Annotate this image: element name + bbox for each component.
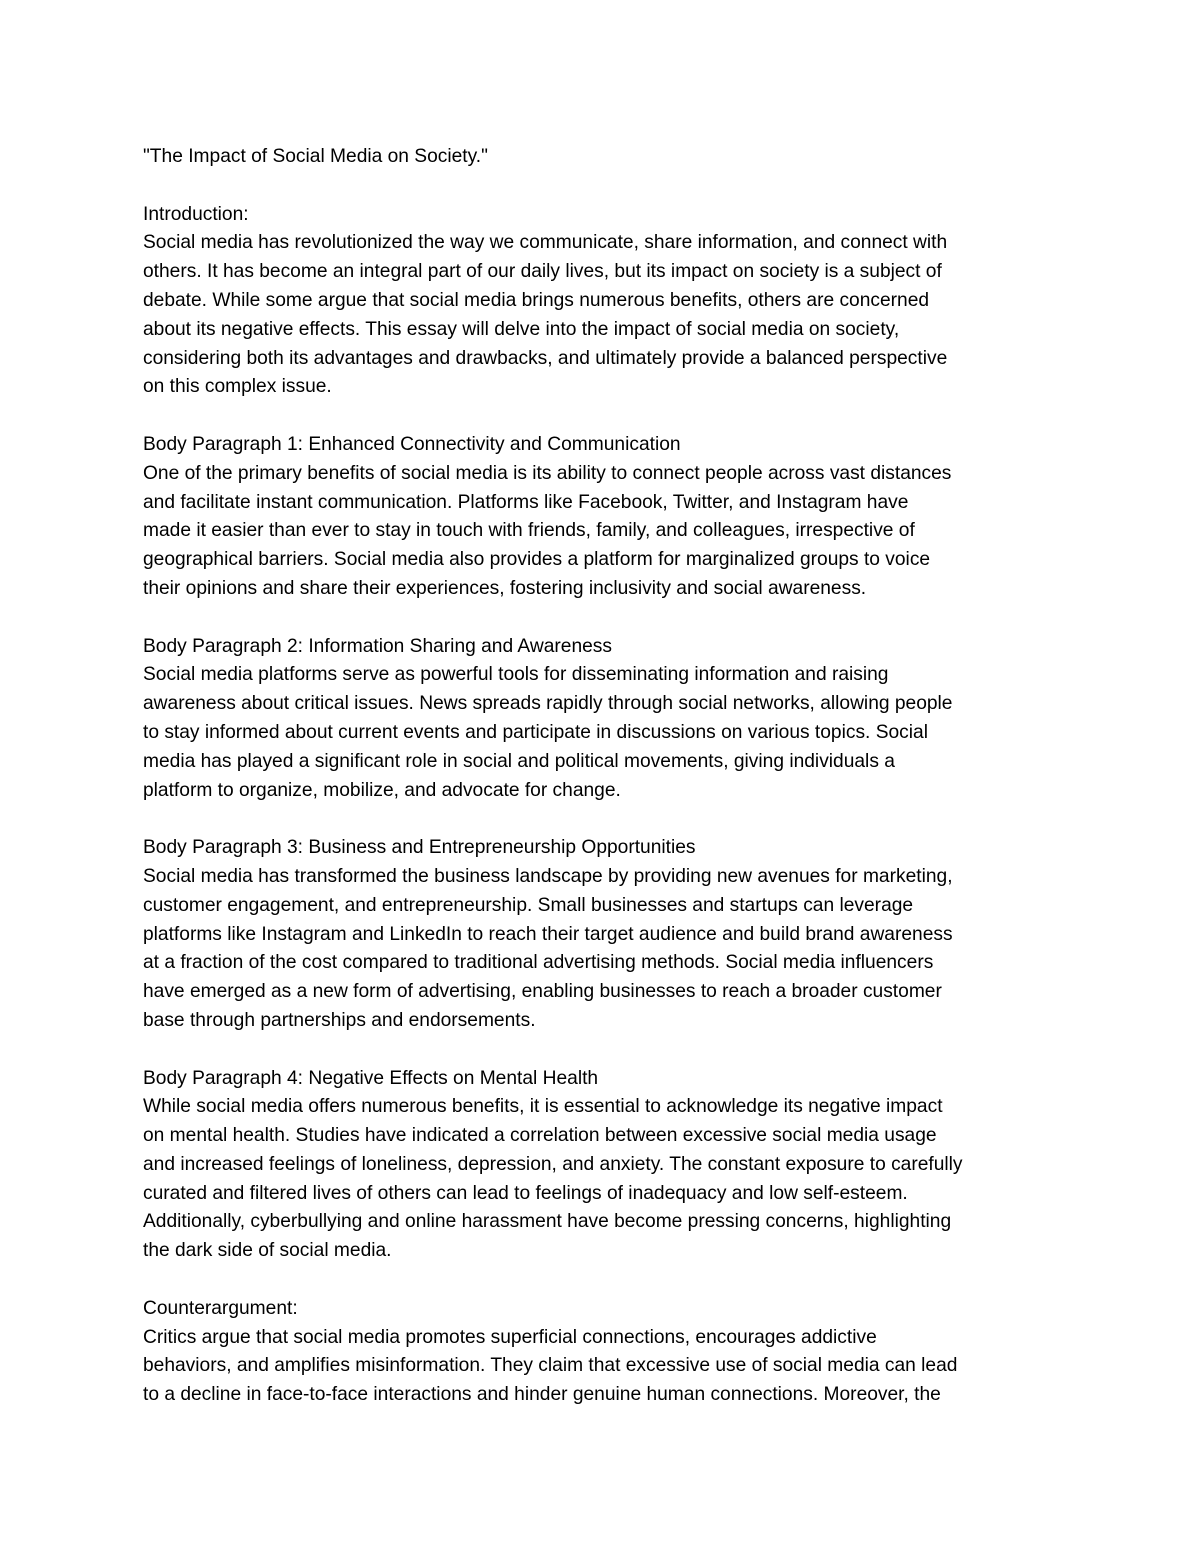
text-line: Critics argue that social media promotes superficial connections, encourages addictive (143, 1326, 877, 1348)
text-line: debate. While some argue that social media brings numerous benefits, others are concerned (143, 289, 930, 311)
section-heading: Introduction: (143, 203, 249, 225)
section-heading: Body Paragraph 2: Information Sharing and Awareness (143, 635, 612, 657)
blank-line (143, 1266, 1058, 1295)
text-line: One of the primary benefits of social media is its ability to connect people across vast distances (143, 462, 952, 484)
document-title: "The Impact of Social Media on Society." (143, 146, 488, 167)
text-line: the dark side of social media. (143, 1240, 392, 1262)
text-line: base through partnerships and endorsements. (143, 1009, 536, 1031)
section-heading: Body Paragraph 4: Negative Effects on Mental Health (143, 1067, 599, 1089)
text-line: behaviors, and amplifies misinformation. They claim that excessive use of social media can lead (143, 1355, 958, 1377)
text-line: to a decline in face-to-face interactions and hinder genuine human connections. Moreover, the (143, 1384, 941, 1406)
document-body (143, 143, 1058, 1410)
blank-line (143, 172, 1058, 201)
section-introduction (143, 201, 1058, 403)
text-line: their opinions and share their experiences, fostering inclusivity and social awareness. (143, 577, 867, 599)
text-line: geographical barriers. Social media also provides a platform for marginalized groups to voice (143, 549, 931, 571)
blank-line (143, 805, 1058, 834)
text-line: media has played a significant role in social and political movements, giving individuals a (143, 750, 895, 772)
text-line: Social media platforms serve as powerful tools for disseminating information and raising (143, 664, 889, 686)
text-line: about its negative effects. This essay will delve into the impact of social media on society, (143, 318, 900, 340)
text-line: platform to organize, mobilize, and advocate for change. (143, 779, 621, 801)
text-line: have emerged as a new form of advertising, enabling businesses to reach a broader customer (143, 981, 942, 1003)
blank-line (143, 402, 1058, 431)
text-line: to stay informed about current events and participate in discussions on various topics. Social (143, 721, 928, 743)
section-body-paragraph-3 (143, 834, 1058, 1036)
text-line: on mental health. Studies have indicated a correlation between excessive social media usage (143, 1125, 937, 1147)
blank-line (143, 604, 1058, 633)
section-counterargument (143, 1295, 1058, 1410)
text-line: customer engagement, and entrepreneurship. Small businesses and startups can leverage (143, 894, 914, 916)
text-line: at a fraction of the cost compared to traditional advertising methods. Social media influencers (143, 952, 934, 974)
text-line: and increased feelings of loneliness, depression, and anxiety. The constant exposure to carefully (143, 1153, 963, 1175)
text-line: curated and filtered lives of others can lead to feelings of inadequacy and low self-esteem. (143, 1182, 908, 1204)
text-line: on this complex issue. (143, 376, 332, 398)
text-line: awareness about critical issues. News spreads rapidly through social networks, allowing people (143, 693, 953, 715)
text-line: While social media offers numerous benefits, it is essential to acknowledge its negative impact (143, 1096, 943, 1118)
text-line: made it easier than ever to stay in touch with friends, family, and colleagues, irrespective of (143, 520, 915, 542)
blank-line (143, 1036, 1058, 1065)
text-line: Social media has revolutionized the way we communicate, share information, and connect with (143, 232, 948, 254)
section-body-paragraph-1 (143, 431, 1058, 604)
section-heading: Body Paragraph 1: Enhanced Connectivity and Communication (143, 433, 681, 455)
section-body-paragraph-4 (143, 1065, 1058, 1267)
text-line: others. It has become an integral part of our daily lives, but its impact on society is a subject of (143, 261, 942, 283)
text-line: and facilitate instant communication. Platforms like Facebook, Twitter, and Instagram have (143, 491, 909, 513)
section-heading: Counterargument: (143, 1297, 298, 1319)
text-line: considering both its advantages and drawbacks, and ultimately provide a balanced perspective (143, 347, 948, 369)
text-line: Additionally, cyberbullying and online harassment have become pressing concerns, highlighting (143, 1211, 952, 1233)
text-line: platforms like Instagram and LinkedIn to reach their target audience and build brand awareness (143, 923, 953, 945)
text-line: Social media has transformed the business landscape by providing new avenues for marketing, (143, 865, 953, 887)
section-body-paragraph-2 (143, 633, 1058, 806)
section-heading: Body Paragraph 3: Business and Entrepreneurship Opportunities (143, 837, 696, 859)
